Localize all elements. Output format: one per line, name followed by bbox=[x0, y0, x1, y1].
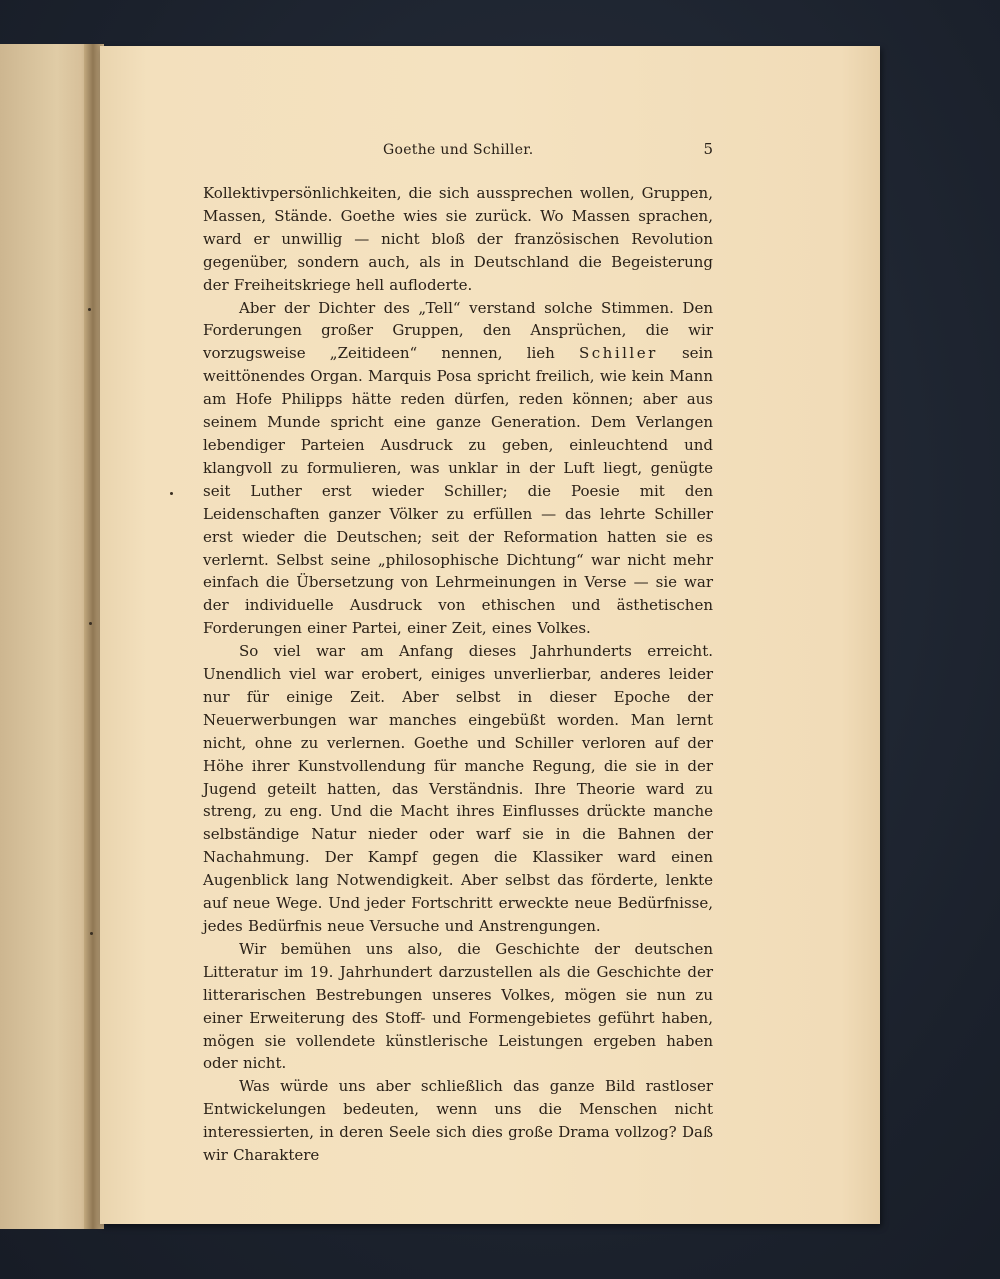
margin-speck bbox=[89, 622, 92, 625]
paragraph bbox=[203, 297, 713, 641]
running-head bbox=[203, 138, 713, 164]
spaced-name: Schiller bbox=[579, 344, 658, 363]
paragraph bbox=[203, 182, 713, 297]
margin-speck bbox=[88, 308, 91, 311]
previous-page-edge bbox=[0, 44, 96, 1229]
running-title: Goethe und Schiller. bbox=[383, 142, 534, 158]
paragraph-text: Was würde uns aber schließlich das ganze Bild rastloser Entwickelungen bedeuten, wenn uns die Menschen nicht interessierten, in deren Seele sich dies große Drama vollzog? Daß wir Charaktere bbox=[203, 1077, 713, 1165]
paragraph-text: Aber der Dichter des „Tell“ verstand solche Stimmen. Den Forderungen großer Gruppen, den Ansprüchen, die wir vorzugsweise „Zeitideen“ nennen, lieh bbox=[203, 298, 713, 363]
paragraph-text: sein weittönendes Organ. Marquis Posa spricht freilich, wie kein Mann am Hofe Philipps hätte reden dürfen, reden können; aber aus seinem Munde spricht eine ganze Generation. Dem Verlangen lebendiger Parteien Ausdruck zu geben, einleuchtend und klangvoll zu formulieren, was unklar in der Luft liegt, genügte seit Luther erst wieder Schiller; die Poesie mit den Leidenschaften ganzer Völker zu erfüllen — das lehrte Schiller erst wieder die Deutschen; seit der Reformation hatten sie es verlernt. Selbst seine „philosophische Dichtung“ war nicht mehr einfach die Übersetzung von Lehrmeinungen in Verse — sie war der individuelle Ausdruck von ethischen und ästhetischen Forderungen einer Partei, einer Zeit, eines Volkes. bbox=[203, 344, 713, 638]
page-content bbox=[203, 138, 713, 1167]
paragraph-text: Wir bemühen uns also, die Geschichte der deutschen Litteratur im 19. Jahrhundert darzustellen als die Geschichte der litterarischen Bestrebungen unseres Volkes, mögen sie nun zu einer Erweiterung des Stoff- und Formengebietes geführt haben, mögen sie vollendete künstlerische Leistungen ergeben haben oder nicht. bbox=[203, 939, 713, 1073]
page-number: 5 bbox=[703, 140, 713, 158]
body-text bbox=[203, 182, 713, 1167]
paragraph bbox=[203, 1075, 713, 1167]
margin-speck bbox=[90, 932, 93, 935]
book-page bbox=[100, 46, 880, 1224]
paragraph-text: So viel war am Anfang dieses Jahrhunderts erreicht. Unendlich viel war erobert, einiges unverlierbar, anderes leider nur für einige Zeit. Aber selbst in dieser Epoche der Neuerwerbungen war manches eingebüßt worden. Man lernt nicht, ohne zu verlernen. Goethe und Schiller verloren auf der Höhe ihrer Kunstvollendung für manche Regung, die sie in der Jugend geteilt hatten, das Verständnis. Ihre Theorie ward zu streng, zu eng. Und die Macht ihres Einflusses drückte manche selbständige Natur nieder oder warf sie in die Bahnen der Nachahmung. Der Kampf gegen die Klassiker ward einen Augenblick lang Notwendigkeit. Aber selbst das förderte, lenkte auf neue Wege. Und jeder Fortschritt erweckte neue Bedürfnisse, jedes Bedürfnis neue Versuche und Anstrengungen. bbox=[203, 642, 713, 935]
paragraph bbox=[203, 938, 713, 1075]
paragraph bbox=[203, 640, 713, 938]
paragraph-text: Kollektivpersönlichkeiten, die sich aussprechen wollen, Gruppen, Massen, Stände. Goethe wies sie zurück. Wo Massen sprachen, ward er unwillig — nicht bloß der französischen Revolution gegenüber, sondern auch, als in Deutschland die Begeisterung der Freiheitskriege hell aufloderte. bbox=[203, 184, 713, 294]
margin-speck bbox=[170, 492, 173, 495]
